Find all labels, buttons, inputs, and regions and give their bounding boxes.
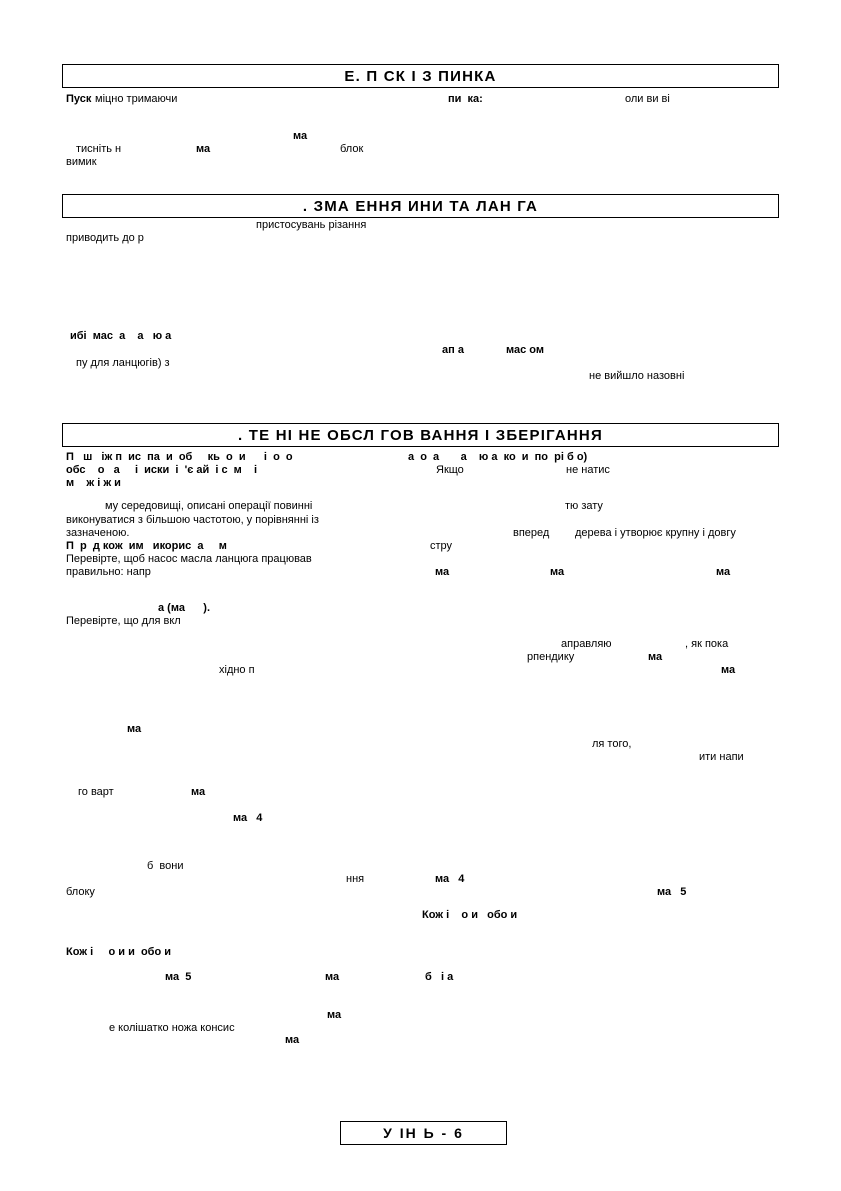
text-line: дерева і утворює крупну і довгу xyxy=(575,527,736,539)
text-line: ма xyxy=(191,786,206,798)
text-line: вимик xyxy=(66,156,97,168)
text-line: П ш іж п ис па и об кь о и і о о xyxy=(66,451,293,463)
text-line: ма xyxy=(293,130,308,142)
text-line: не натис xyxy=(566,464,610,476)
text-line: ма xyxy=(127,723,142,735)
text-line: Перевірте, що для вкл xyxy=(66,615,181,627)
text-line: а о а а ю а ко и по рі б о) xyxy=(408,451,588,463)
text-line: ма xyxy=(325,971,340,983)
text-line: ма 4 xyxy=(435,873,465,885)
text-line: ма 5 xyxy=(165,971,192,983)
text-line: е колішатко ножа консис xyxy=(109,1022,235,1034)
text-line: ма xyxy=(196,143,211,155)
text-line: блоку xyxy=(66,886,95,898)
section-heading-start-stop xyxy=(62,64,779,88)
text-line: му середовищі, описані операції повинні xyxy=(105,500,313,512)
text-line: ма xyxy=(716,566,731,578)
text-line: вперед xyxy=(513,527,550,539)
text-line: ап а xyxy=(442,344,464,356)
text-line: пристосувань різання xyxy=(256,219,367,231)
text-line: обс о а і иски і 'є ай і с м і xyxy=(66,464,258,476)
text-line: Кож і о и обо и xyxy=(422,909,518,921)
text-line: виконуватися з більшою частотою, у порівнянні із xyxy=(66,514,319,526)
text-line: ма 5 xyxy=(657,886,687,898)
text-line: приводить до р xyxy=(66,232,144,244)
text-line: , як пока xyxy=(685,638,729,650)
text-line: не вийшло назовні xyxy=(589,370,685,382)
text-line: блок xyxy=(340,143,364,155)
page-footer xyxy=(340,1121,507,1145)
text-line: ма 4 xyxy=(233,812,263,824)
text-line: м ж і ж и xyxy=(66,477,121,489)
text-line: ма xyxy=(550,566,565,578)
text-line: ння xyxy=(346,873,365,885)
text-line: б і а xyxy=(425,971,454,983)
text-line: аправляю xyxy=(561,638,612,650)
text-line: П р д кож им икорис а м xyxy=(66,540,227,552)
text-line: оли ви ві xyxy=(625,93,670,105)
page-number-label: У ІН Ь - 6 xyxy=(383,1125,464,1141)
text-line: б вони xyxy=(147,860,184,872)
text-line: тисніть н xyxy=(76,143,122,155)
text-line: го варт xyxy=(78,786,114,798)
text-line: зазначеною. xyxy=(66,527,130,539)
text-line: стру xyxy=(430,540,453,552)
text-line: ма xyxy=(721,664,736,676)
text-line: правильно: напр xyxy=(66,566,151,578)
text-line: міцно тримаючи xyxy=(95,93,178,105)
section-heading-maintenance xyxy=(62,423,779,447)
text-line: а (ма ). xyxy=(158,602,211,614)
section-heading-text: . ЗМА ЕННЯ ИНИ ТА ЛАН ГА xyxy=(302,197,539,215)
text-line: ма xyxy=(648,651,663,663)
text-line: Пуск xyxy=(66,93,92,105)
text-line: пи ка: xyxy=(448,93,483,105)
text-line: ма xyxy=(327,1009,342,1021)
text-line: рпендику xyxy=(527,651,575,663)
text-line: ма xyxy=(435,566,450,578)
text-line: мас ом xyxy=(506,344,544,356)
text-line: тю зату xyxy=(565,500,603,512)
text-line: пу для ланцюгів) з xyxy=(76,357,170,369)
text-line: ля того, xyxy=(592,738,632,750)
text-line: ма xyxy=(285,1034,300,1046)
text-line: Кож і о и и обо и xyxy=(66,946,171,958)
text-line: Перевірте, щоб насос масла ланцюга працював xyxy=(66,553,312,565)
text-line: хідно п xyxy=(219,664,255,676)
section-heading-text: . ТЕ НІ НЕ ОБСЛ ГОВ ВАННЯ І ЗБЕРІГАННЯ xyxy=(238,426,603,444)
text-line: ити напи xyxy=(699,751,744,763)
text-line: Якщо xyxy=(436,464,464,476)
section-heading-text: Е. П СК І З ПИНКА xyxy=(344,67,497,85)
text-line: ибі мас а а ю а xyxy=(70,330,172,342)
section-heading-lubrication xyxy=(62,194,779,218)
